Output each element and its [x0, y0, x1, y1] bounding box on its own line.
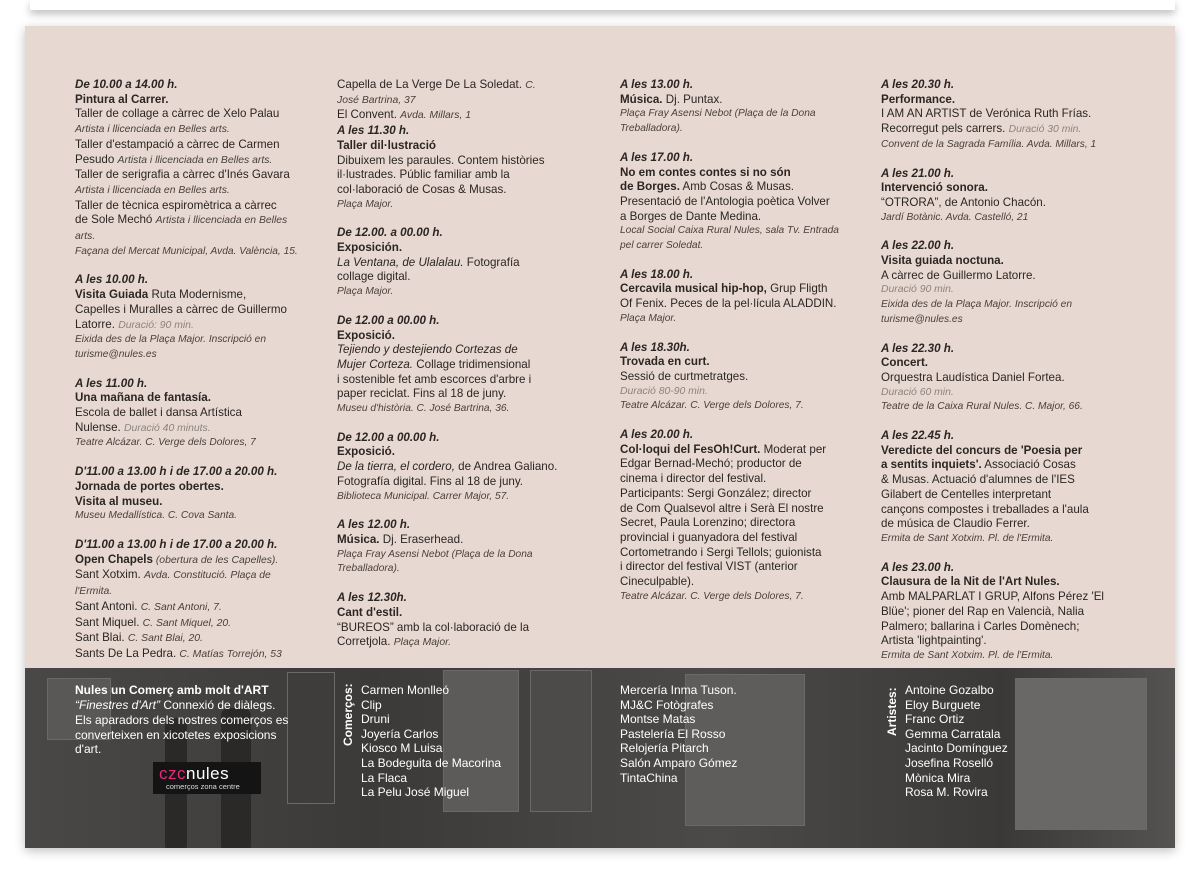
gallery-artwork	[1015, 678, 1147, 830]
chapel-address: Avda. Constitució. Plaça de	[143, 570, 271, 582]
event-text: cançons compostes i treballades a l'aula	[881, 502, 1089, 516]
event-time: A les 20.30 h.	[881, 78, 955, 91]
event-text: Palmero; ballarina i Carles Domènech;	[881, 619, 1080, 633]
event-text: Escola de ballet i dansa Artística	[75, 406, 242, 420]
event-location: Plaça Major.	[393, 637, 452, 649]
event-text: Capelles i Muralles a càrrec de Guillermo	[75, 302, 287, 316]
event-work: La Ventana, de Ulalalau.	[337, 255, 464, 269]
shop-name: Clip	[361, 697, 382, 712]
event-concert	[881, 342, 1131, 416]
event-line	[75, 229, 325, 245]
event-location: turisme@nules.es	[75, 348, 157, 360]
shop-name: Carmen Monlleó	[361, 683, 450, 697]
event-text: Presentació de l'Antologia poètica Volver	[620, 194, 830, 208]
event-text: “BUREOS” amb la col·laboració de la	[337, 620, 530, 634]
event-time: A les 17.00 h.	[620, 150, 694, 164]
event-time: A les 23.00 h.	[881, 560, 955, 574]
event-lines	[881, 590, 1131, 649]
footer-subheading	[75, 698, 275, 713]
event-fantasy	[75, 377, 325, 452]
event-text: “OTRORA”, de Antonio Chacón.	[881, 195, 1046, 209]
footer-description-line: converteixen en xicotetes exposicions	[75, 727, 277, 742]
event-text: Edgar Bernad-Mechó; productor de	[620, 457, 802, 471]
column-1	[75, 78, 325, 663]
artist-name: Antoine Gozalbo	[905, 683, 994, 697]
event-title: Música.	[620, 92, 663, 106]
event-text: El Convent.	[337, 108, 401, 122]
chapel-address: C. Sant Antoni, 7.	[140, 601, 222, 613]
event-text: Recorregut pels carrers.	[881, 122, 1009, 136]
event-text: Amb MALPARLAT I GRUP, Alfons Pérez 'El	[881, 590, 1105, 604]
event-text: i director del festival VIST (anterior	[620, 560, 798, 574]
event-title: Música.	[337, 532, 380, 546]
shop-name: Pastelería El Rosso	[620, 726, 726, 741]
event-address: C.	[525, 80, 536, 91]
event-title: Exposició.	[337, 328, 395, 342]
event-line	[75, 183, 325, 199]
chapel-item	[75, 631, 325, 647]
event-location: Jardí Botànic. Avda. Castelló, 21	[881, 211, 1029, 223]
gallery-footer	[25, 668, 1175, 848]
event-text: Nulense.	[75, 420, 124, 434]
event-text: Fotografía	[463, 255, 520, 269]
shop-name: Joyería Carlos	[361, 726, 439, 741]
event-text: de Sole Mechó	[75, 213, 156, 227]
chapel-name: Sant Blai.	[75, 631, 128, 645]
event-duration: Duració 90 min.	[881, 284, 954, 296]
event-time: A les 20.00 h.	[620, 428, 694, 442]
event-title: Jornada de portes obertes.	[75, 479, 224, 493]
shop-name: TintaChina	[620, 770, 678, 785]
event-time: De 12.00 a 00.00 h.	[337, 313, 440, 327]
footer-subheading-text: Connexió de diàlegs.	[159, 698, 276, 712]
event-text: collage digital.	[337, 270, 411, 284]
event-title: a sentits inquiets'.	[881, 458, 982, 472]
shop-name: Salón Amparo Gómez	[620, 755, 738, 770]
footer-description	[75, 713, 288, 757]
event-text: Grup Fligth	[766, 282, 828, 296]
event-text: Dj. Puntax.	[662, 92, 723, 106]
event-title: Exposición.	[337, 241, 403, 255]
event-title: Open Chapels	[75, 552, 153, 566]
event-time: A les 11.00 h.	[75, 376, 148, 390]
chapel-name: Sants De La Pedra.	[75, 646, 180, 660]
event-text: I AM AN ARTIST de Verónica Ruth Frías.	[881, 107, 1092, 121]
event-work: De la tierra, el cordero,	[337, 460, 455, 474]
event-text: a Borges de Dante Medina.	[620, 209, 762, 223]
event-music-puntax	[620, 78, 870, 137]
event-text: Taller de serigrafia a càrrec d'Inés Gavara	[75, 168, 290, 182]
event-text: Dj. Eraserhead.	[379, 532, 464, 546]
event-location: Museu d'història. C. José Bartrina, 36.	[337, 403, 510, 415]
chapel-name: Sant Antoni.	[75, 599, 141, 613]
chapel-address: C. Sant Blai, 20.	[127, 633, 203, 645]
event-text: Blüe'; pioner del Rap en Valencià, Nalia	[881, 604, 1085, 618]
event-location: Plaça Major.	[620, 312, 677, 324]
event-text: Taller de collage a càrrec de Xelo Palau	[75, 107, 280, 121]
chapel-list	[75, 568, 325, 662]
event-location: Ermita de Sant Xotxim. Pl. de l'Ermita.	[881, 649, 1054, 661]
event-text: Pesudo	[75, 152, 118, 166]
shop-name: La Flaca	[361, 770, 408, 785]
event-lines	[620, 457, 870, 589]
chapel-address: C. Sant Miquel, 20.	[142, 617, 232, 629]
event-location: Local Social Caixa Rural Nules, sala Tv. Entrada	[620, 225, 839, 237]
event-title: Visita al museu.	[75, 494, 163, 508]
event-location: Biblioteca Municipal. Carrer Major, 57.	[337, 490, 510, 502]
artist-name: Gemma Carratala	[905, 726, 1001, 741]
event-text: Cortometrando i Sergi Tellols; guionista	[620, 545, 822, 559]
event-time: A les 13.00 h.	[620, 78, 694, 91]
event-location: Plaça Fray Asensi Nebot (Plaça de la Dona	[337, 548, 533, 560]
event-text: Latorre.	[75, 317, 119, 331]
event-time: A les 21.00 h.	[881, 166, 955, 180]
event-text: Artista 'lightpainting'.	[881, 634, 987, 648]
event-time: A les 22.00 h.	[881, 239, 955, 253]
event-time: A les 12.00 h.	[337, 518, 411, 532]
event-text: Dibuixem les paraules. Contem històries	[337, 153, 545, 167]
artists-label: Artistes:	[885, 687, 899, 736]
event-line	[75, 107, 325, 122]
event-time: A les 10.00 h.	[75, 273, 149, 287]
shops-list-1	[361, 683, 501, 800]
event-text: provincial i guanyadora del festival	[620, 530, 798, 544]
event-location: Treballadora).	[620, 123, 683, 135]
event-closing	[881, 561, 1131, 664]
event-time: A les 22.30 h.	[881, 341, 955, 355]
event-location: Façana del Mercat Municipal, Avda. València, 15.	[75, 245, 298, 257]
event-text: Moderat per	[760, 442, 827, 456]
shop-name: Mercería Inma Tuson.	[620, 683, 737, 697]
event-subtitle: (obertura de les Capelles).	[152, 554, 279, 566]
column-4	[881, 78, 1131, 664]
event-colloqui	[620, 428, 870, 604]
artist-name: Jacinto Domínguez	[905, 741, 1008, 756]
footer-heading: Nules un Comerç amb molt d'ART	[75, 683, 269, 697]
event-line	[75, 199, 325, 214]
event-tierra	[337, 431, 587, 505]
chapel-name: Sant Xotxim.	[75, 568, 144, 582]
event-open-chapels	[75, 538, 325, 663]
event-title: Visita Guiada	[75, 288, 149, 302]
event-text: Participants: Sergi González; director	[620, 486, 812, 500]
event-text: Orquestra Laudística Daniel Fortea.	[881, 370, 1065, 384]
chapel-item	[75, 568, 325, 584]
event-line	[75, 213, 325, 229]
event-time: A les 22.45 h.	[881, 429, 955, 443]
artist-credit: Artista i llicenciada en Belles arts.	[117, 154, 273, 166]
event-title: Pintura al Carrer.	[75, 92, 169, 106]
event-cant-estil	[337, 591, 587, 651]
event-duration: Duració 80-90 min.	[620, 385, 708, 397]
event-text: Ruta Modernisme,	[148, 288, 247, 302]
event-title: Una mañana de fantasía.	[75, 391, 211, 405]
event-ventana	[337, 226, 587, 300]
footer-description-line: Els aparadors dels nostres comerços es	[75, 713, 289, 727]
event-location: Eixida des de la Plaça Major. Inscripció en	[75, 334, 267, 346]
event-text: paper reciclat. Fins al 18 de juny.	[337, 387, 507, 401]
event-title: Taller dil·lustració	[337, 138, 436, 152]
event-location: Treballadora).	[337, 563, 400, 575]
event-text: Of Fenix. Peces de la pel·lícula ALADDIN.	[620, 297, 837, 311]
event-time: De 12.00 a 00.00 h.	[337, 430, 440, 444]
event-text: Taller d'estampació a càrrec de Carmen	[75, 137, 280, 151]
event-time: D'11.00 a 13.00 h i de 17.00 a 20.00 h.	[75, 465, 278, 479]
event-performance	[881, 78, 1131, 153]
event-music-eraserhead	[337, 518, 587, 577]
event-borges	[620, 151, 870, 254]
czcnules-logo	[153, 762, 261, 794]
gallery-artwork	[287, 672, 335, 804]
shop-name: La Bodeguita de Macorina	[361, 755, 502, 770]
shops-label: Comerços:	[341, 683, 355, 746]
event-location: Teatre Alcázar. C. Verge dels Dolores, 7.	[620, 400, 804, 412]
event-duration: Duració 30 min.	[1008, 124, 1082, 136]
event-hiphop	[620, 268, 870, 327]
chapel-item	[75, 584, 325, 600]
artist-name: Rosa M. Rovira	[905, 785, 988, 800]
event-chapels-cont	[337, 78, 587, 212]
chapel-item	[75, 647, 325, 663]
event-time: D'11.00 a 13.00 h i de 17.00 a 20.00 h.	[75, 537, 278, 551]
chapel-item	[75, 600, 325, 616]
event-text: de música de Claudio Ferrer.	[881, 517, 1030, 531]
event-title: Clausura de la Nit de l'Art Nules.	[881, 575, 1060, 589]
event-address: Avda. Millars, 1	[400, 110, 471, 122]
event-location: Plaça Fray Asensi Nebot (Plaça de la Dona	[620, 108, 816, 120]
shop-name: Montse Matas	[620, 712, 696, 727]
artist-name: Eloy Burguete	[905, 697, 981, 712]
event-time: A les 12.30h.	[337, 591, 407, 605]
event-title: Performance.	[881, 92, 956, 106]
event-night-visit	[881, 239, 1131, 327]
logo-czc: czc	[159, 764, 186, 783]
shops-list-2	[620, 683, 737, 785]
event-title: de Borges.	[620, 180, 680, 194]
event-lines	[337, 154, 587, 198]
event-text: Secret, Paula Lorenzino; directora	[620, 516, 796, 530]
footer-description-line: d'art.	[75, 742, 102, 757]
event-text: i sostenible fet amb escorces d'arbre i	[337, 372, 532, 386]
event-line	[75, 122, 325, 138]
event-location: Plaça Major.	[337, 286, 394, 298]
event-text: Corretjola.	[337, 635, 394, 649]
previous-page-edge	[30, 0, 1175, 10]
event-text: Collage tridimensional	[413, 357, 531, 371]
event-location: Convent de la Sagrada Família. Avda. Millars, 1	[881, 138, 1097, 150]
artist-name: Franc Ortiz	[905, 712, 965, 727]
event-text: & Musas. Actuació d'alumnes de l'IES	[881, 473, 1075, 487]
event-location: Teatre de la Caixa Rural Nules. C. Major, 66.	[881, 401, 1083, 413]
event-text: il·lustrades. Públic familiar amb la	[337, 168, 510, 182]
event-time: De 12.00. a 00.00 h.	[337, 226, 443, 240]
event-title: Cant d'estil.	[337, 605, 403, 619]
event-text: de Andrea Galiano.	[454, 460, 558, 474]
event-text: de Com Qualsevol altre i Serà El nostre	[620, 501, 824, 515]
event-address: José Bartrina, 37	[337, 94, 416, 106]
event-title: Cercavila musical hip-hop,	[620, 282, 767, 296]
artists-list	[905, 683, 1008, 800]
artist-name: Mònica Mira	[905, 770, 971, 785]
event-line	[75, 153, 325, 169]
event-title: Exposició.	[337, 445, 395, 459]
event-time: A les 18.30h.	[620, 340, 690, 354]
event-work: Mujer Corteza.	[337, 357, 414, 371]
event-location: pel carrer Soledat.	[620, 240, 704, 252]
event-text: col·laboració de Cosas & Musas.	[337, 182, 507, 196]
event-text: Gilabert de Centelles interpretant	[881, 487, 1052, 501]
column-2	[337, 78, 587, 651]
chapel-name: Sant Miquel.	[75, 615, 143, 629]
event-title: Col·loqui del FesOh!Curt.	[620, 442, 761, 456]
event-time: A les 11.30 h.	[337, 124, 410, 138]
shop-name: Kiosco M Luisa	[361, 741, 443, 756]
event-location: turisme@nules.es	[881, 313, 963, 325]
event-title: Trovada en curt.	[620, 355, 710, 369]
event-title: Concert.	[881, 356, 929, 370]
logo-nules: nules	[186, 764, 230, 783]
event-title: Visita guiada noctuna.	[881, 254, 1004, 268]
event-duration: Duració 60 min.	[881, 386, 954, 398]
artist-name: Josefina Roselló	[905, 755, 994, 770]
artist-credit: Artista i llicenciada en Belles	[155, 215, 288, 227]
program-page	[25, 26, 1175, 848]
event-painting	[75, 78, 325, 259]
event-sound	[881, 167, 1131, 226]
event-text: Taller de tècnica espiromètrica a càrrec	[75, 198, 277, 212]
footer-subheading-italic: “Finestres d'Art”	[75, 698, 160, 712]
event-text: Cineculpable).	[620, 575, 695, 589]
column-3	[620, 78, 870, 605]
event-time: A les 18.00 h.	[620, 267, 694, 281]
event-cortezas	[337, 314, 587, 417]
event-text: cinema i director del festival.	[620, 472, 767, 486]
event-title: No em contes contes si no són	[620, 165, 791, 179]
event-line	[75, 138, 325, 153]
event-text: Fotografía digital. Fins al 18 de juny.	[337, 474, 524, 488]
event-time: De 10.00 a 14.00 h.	[75, 78, 178, 91]
event-text: Amb Cosas & Musas.	[679, 180, 794, 194]
event-location: Teatre Alcázar. C. Verge dels Dolores, 7	[75, 437, 256, 449]
event-work: Tejiendo y destejiendo Cortezas de	[337, 343, 518, 357]
event-text: Associació Cosas	[981, 458, 1076, 472]
event-trovada	[620, 341, 870, 415]
event-lines	[881, 473, 1131, 532]
chapel-address: l'Ermita.	[75, 586, 113, 598]
event-location: Museu Medallística. C. Cova Santa.	[75, 510, 237, 522]
event-location: Eixida des de la Plaça Major. Inscripció en	[881, 299, 1073, 311]
shop-name: MJ&C Fotògrafes	[620, 697, 714, 712]
gallery-artwork	[530, 670, 592, 812]
event-title: Intervenció sonora.	[881, 181, 988, 195]
shop-name: La Pelu José Miguel	[361, 785, 470, 800]
shop-name: Relojería Pitarch	[620, 741, 709, 756]
artist-credit: Artista i llicenciada en Belles arts.	[75, 124, 230, 136]
chapel-item	[75, 616, 325, 632]
logo-wordmark	[159, 764, 229, 784]
event-duration: Duració 40 minuts.	[123, 422, 211, 434]
chapel-address: C. Matías Torrejón, 53	[179, 648, 282, 660]
event-text: A càrrec de Guillermo Latorre.	[881, 268, 1036, 282]
event-poetry-verdict	[881, 429, 1131, 547]
logo-tagline: comerços zona centre	[166, 782, 240, 791]
event-duration: Duració: 90 min.	[118, 319, 194, 331]
event-location: Teatre Alcázar. C. Verge dels Dolores, 7.	[620, 590, 804, 602]
event-open-doors	[75, 465, 325, 524]
event-location: Plaça Major.	[337, 198, 394, 210]
event-location: Ermita de Sant Xotxim. Pl. de l'Ermita.	[881, 532, 1054, 544]
shop-name: Druni	[361, 712, 390, 727]
artist-credit: arts.	[75, 231, 96, 243]
event-lines	[75, 107, 325, 244]
event-guided-visit	[75, 273, 325, 362]
event-title: Veredicte del concurs de 'Poesia per	[881, 443, 1083, 457]
event-text: Sessió de curtmetratges.	[620, 369, 749, 383]
artist-credit: Artista i llicenciada en Belles arts.	[75, 184, 230, 196]
event-text: Capella de La Verge De La Soledat.	[337, 78, 526, 91]
event-line	[75, 168, 325, 183]
